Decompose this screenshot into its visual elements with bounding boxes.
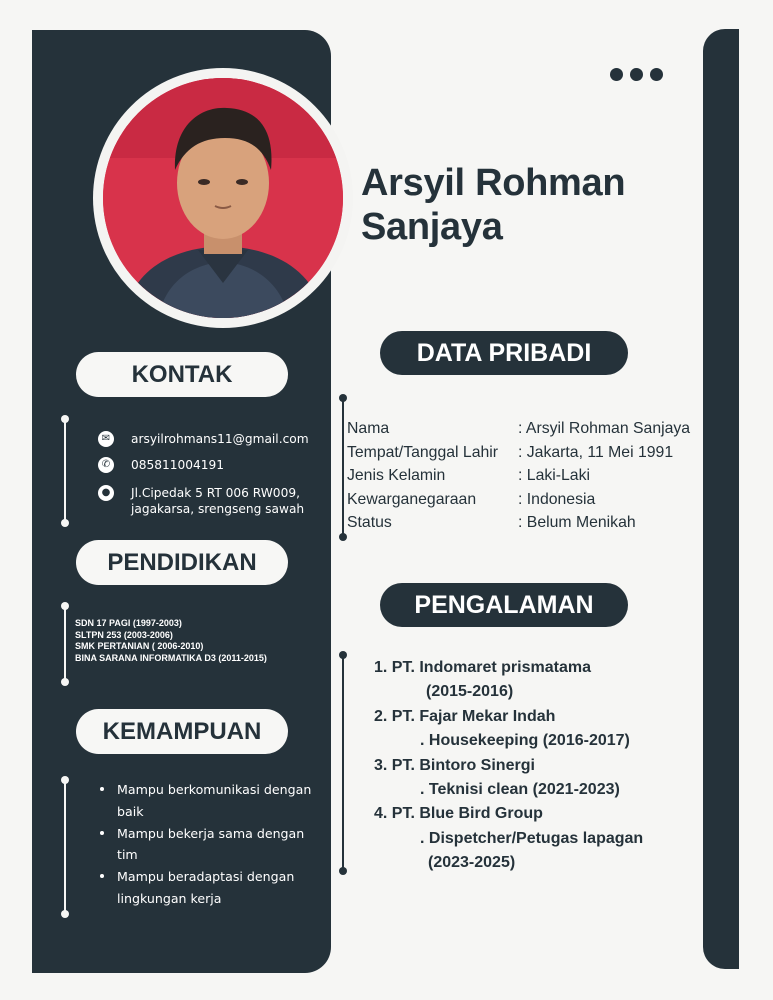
skill-line: Mampu beradaptasi dengan bbox=[117, 869, 295, 885]
skills-list bbox=[100, 779, 311, 910]
skill-item bbox=[100, 866, 311, 910]
contact-address-row bbox=[98, 485, 304, 517]
education-item: SLTPN 253 (2003-2006) bbox=[75, 629, 173, 640]
skill-line: Mampu berkomunikasi dengan bbox=[117, 782, 312, 797]
personal-data-list bbox=[347, 417, 690, 535]
skill-line: baik bbox=[117, 803, 144, 819]
personal-data-row bbox=[347, 464, 690, 488]
more-dots-icon bbox=[610, 68, 664, 82]
personal-data-row bbox=[347, 417, 690, 441]
personal-data-label: Jenis Kelamin bbox=[347, 467, 446, 484]
experience-detail: . Housekeeping (2016-2017) bbox=[420, 732, 630, 750]
education-item: SMK PERTANIAN ( 2006-2010) bbox=[75, 641, 204, 651]
contact-phone-row bbox=[98, 457, 224, 473]
section-title-kontak: KONTAK bbox=[76, 352, 288, 397]
experience-list bbox=[374, 656, 643, 876]
experience-title: 2. PT. Fajar Mekar Indah bbox=[374, 707, 556, 725]
experience-title: 4. PT. Blue Bird Group bbox=[374, 805, 543, 823]
skill-line: tim bbox=[117, 847, 138, 863]
experience-detail: . Teknisi clean (2021-2023) bbox=[420, 781, 620, 799]
phone-icon: ✆ bbox=[98, 457, 114, 473]
education-item: SDN 17 PAGI (1997-2003) bbox=[75, 618, 182, 628]
contact-divider-line bbox=[64, 418, 66, 524]
experience-title: 1. PT. Indomaret prismatama bbox=[374, 659, 591, 676]
personal-data-row bbox=[347, 488, 690, 512]
personal-data-label: Kewarganegaraan bbox=[347, 490, 477, 508]
experience-divider-line bbox=[342, 654, 344, 872]
education-divider-line bbox=[64, 605, 66, 683]
personal-data-label: Nama bbox=[347, 420, 390, 437]
skill-item bbox=[100, 779, 311, 823]
education-list bbox=[75, 618, 267, 664]
education-item: BINA SARANA INFORMATIKA D3 (2011-2015) bbox=[75, 652, 267, 663]
personal-data-label: Status bbox=[347, 514, 392, 531]
location-icon: ● bbox=[98, 485, 114, 501]
contact-email: arsyilrohmans11@gmail.com bbox=[131, 432, 309, 446]
experience-detail: (2023-2025) bbox=[428, 854, 516, 872]
address-line-2: jagakarsa, srengseng sawah bbox=[131, 502, 305, 516]
address-line-1: Jl.Cipedak 5 RT 006 RW009, bbox=[131, 486, 300, 500]
contact-email-row bbox=[98, 431, 309, 447]
right-decorative-strip bbox=[703, 29, 739, 969]
contact-phone: 085811004191 bbox=[131, 458, 225, 472]
personal-data-row bbox=[347, 511, 690, 535]
personal-data-value: : Arsyil Rohman Sanjaya bbox=[518, 420, 691, 437]
personal-data-divider-line bbox=[342, 397, 344, 538]
name-line-2: Sanjaya bbox=[361, 206, 503, 248]
experience-detail: (2015-2016) bbox=[426, 683, 514, 701]
skill-line: Mampu bekerja sama dengan bbox=[117, 825, 305, 841]
name-line-1: Arsyil Rohman bbox=[361, 162, 626, 204]
experience-title: 3. PT. Bintoro Sinergi bbox=[374, 756, 535, 774]
personal-data-row bbox=[347, 441, 690, 465]
section-title-data-pribadi: DATA PRIBADI bbox=[380, 331, 628, 375]
section-title-pengalaman: PENGALAMAN bbox=[380, 583, 628, 627]
personal-data-value: : Indonesia bbox=[518, 490, 596, 508]
section-title-pendidikan: PENDIDIKAN bbox=[76, 540, 288, 585]
profile-photo bbox=[103, 78, 343, 318]
personal-data-value: : Laki-Laki bbox=[518, 467, 590, 484]
section-title-kemampuan: KEMAMPUAN bbox=[76, 709, 288, 754]
contact-address bbox=[131, 485, 304, 517]
personal-data-label: Tempat/Tanggal Lahir bbox=[347, 443, 499, 461]
skill-line: lingkungan kerja bbox=[117, 890, 222, 906]
skills-divider-line bbox=[64, 779, 66, 915]
full-name bbox=[361, 161, 625, 249]
personal-data-value: : Belum Menikah bbox=[518, 514, 636, 531]
email-icon: ✉ bbox=[98, 431, 114, 447]
personal-data-value: : Jakarta, 11 Mei 1991 bbox=[518, 443, 674, 461]
skill-item bbox=[100, 823, 311, 867]
experience-detail: . Dispetcher/Petugas lapagan bbox=[420, 829, 644, 847]
